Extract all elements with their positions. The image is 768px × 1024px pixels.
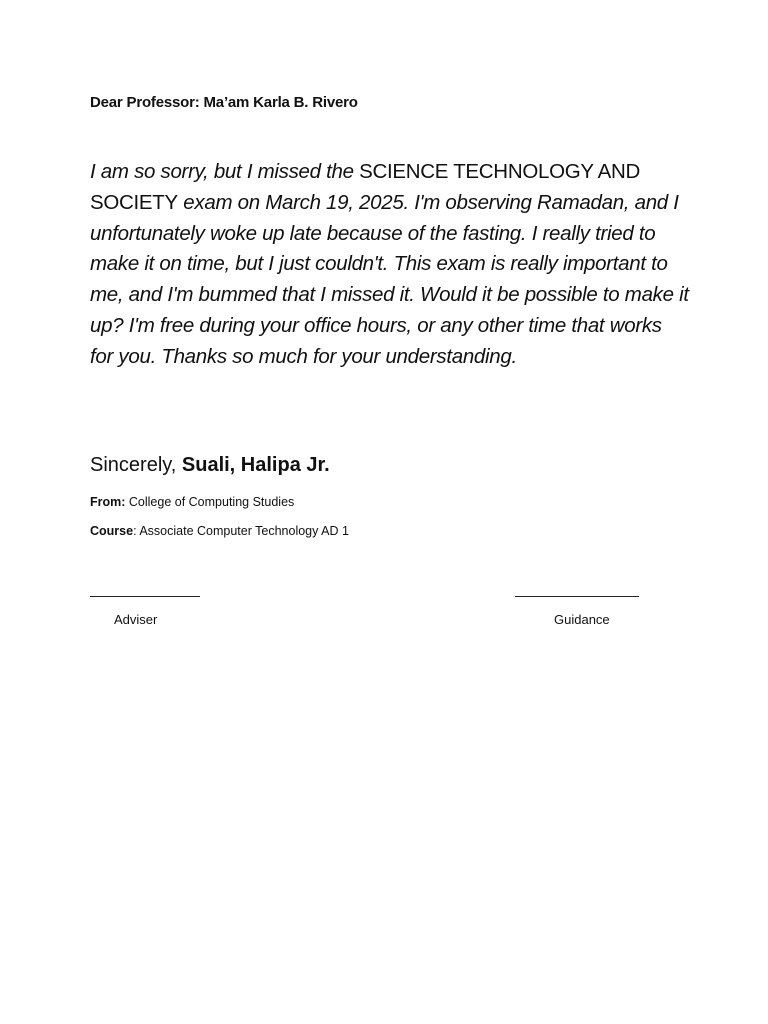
signature-name: Suali, Halipa Jr.: [181, 454, 330, 476]
from-line: [90, 495, 294, 509]
course-label: Course: [90, 524, 134, 538]
course-title: SCIENCE TECHNOLOGY AND SOCIETY: [90, 160, 641, 214]
adviser-label: Adviser: [114, 612, 158, 627]
guidance-label: Guidance: [554, 612, 610, 627]
letter-body: [90, 157, 690, 373]
guidance-signature-line: [515, 596, 639, 597]
course-line: [90, 524, 349, 538]
course-value: : Associate Computer Technology AD 1: [133, 524, 349, 538]
closing: [90, 454, 330, 477]
from-label: From:: [90, 495, 126, 509]
closing-word: Sincerely,: [90, 454, 182, 476]
salutation: Dear Professor: Ma’am Karla B. Rivero: [90, 94, 358, 111]
body-text-part1: I am so sorry, but I missed the: [90, 160, 360, 183]
body-text-part2: exam on March 19, 2025. I'm observing Ramadan, and I unfortunately woke up late because of the fasting. I really tried to make it on time, but I just couldn't. This exam is really important to me, and I'm bummed that I missed it. Would it be possible to make it up? I'm free during your office hours, or any other time that works for you. Thanks so much for your understanding.: [90, 190, 689, 368]
from-value: College of Computing Studies: [125, 495, 295, 509]
adviser-signature-line: [90, 596, 200, 597]
